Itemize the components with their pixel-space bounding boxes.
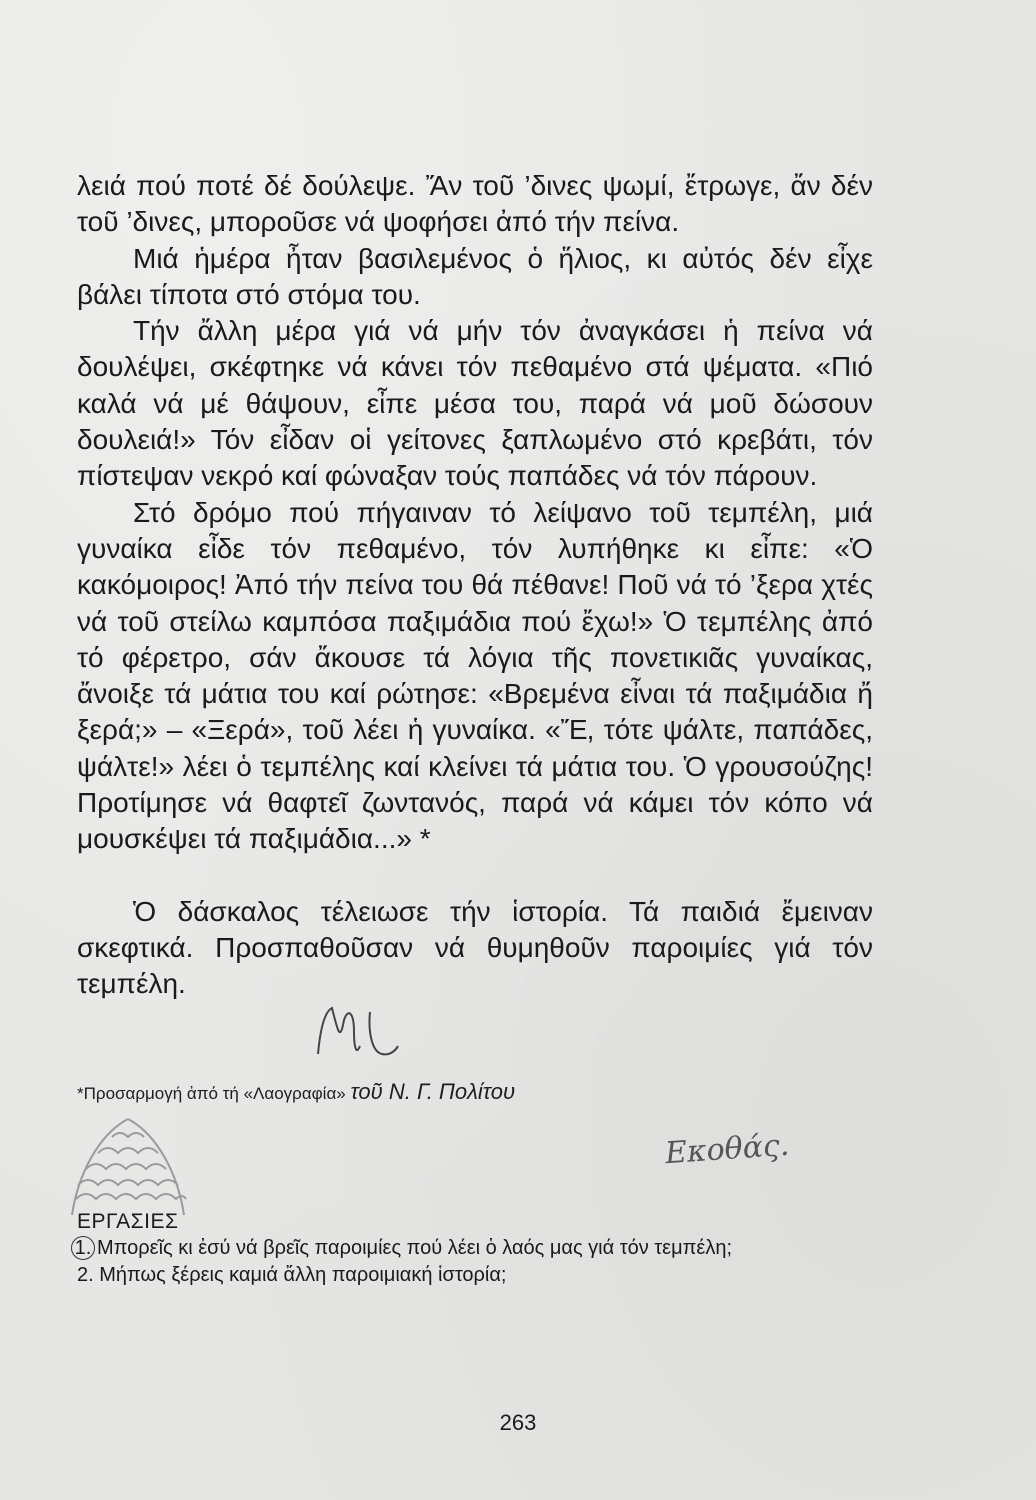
footnote-text: *Προσαρμογή ἀπό τή «Λαογραφία» — [77, 1084, 346, 1103]
exercise-1 — [74, 1235, 877, 1262]
footnote — [77, 1080, 837, 1106]
paragraph-4: Στό δρόμο πού πήγαιναν τό λείψανο τοῦ τεμπέλη, μιά γυναίκα εἶδε τόν πεθαμένο, τόν λυπήθηκε κι εἶπε: «Ὁ κακόμοιρος! Ἀπό τήν πείνα του θά πέθανε! Ποῦ νά τό ’ξερα χτές νά τοῦ στείλω καμπόσα παξιμάδια πού ἔχω!» Ὁ τεμπέλης ἀπό τό φέρετρο, σάν ἄκουσε τά λόγια τῆς πονετικιᾶς γυναίκας, ἄνοιξε τά μάτια του καί ρώτησε: «Βρεμένα εἶναι τά παξιμάδια ἤ ξερά;» – «Ξερά», τοῦ λέει ἡ γυναίκα. «Ἔ, τότε ψάλτε, παπάδες, ψάλτε!» λέει ὁ τεμπέλης καί κλείνει τά μάτια του. Ὁ γρουσούζης! Προτίμησε νά θαφτεῖ ζωντανός, παρά νά κάμει τόν κόπο νά μουσκέψει τά παξιμάδια...» * — [77, 496, 873, 855]
footnote-author: τοῦ Ν. Γ. Πολίτου — [350, 1079, 516, 1104]
exercises-title: ΕΡΓΑΣΙΕΣ — [77, 1210, 179, 1233]
paragraph-1: λειά πού ποτέ δέ δούλεψε. Ἄν τοῦ ’δινες ψωμί, ἔτρωγε, ἄν δέν τοῦ ’δινες, μποροῦσε νά ψοφήσει ἀπό τήν πείνα. — [77, 170, 873, 238]
tassel-stamp-icon — [58, 1115, 198, 1220]
story-text — [77, 168, 873, 1003]
exercises-section — [74, 1208, 877, 1289]
paragraph-gap — [77, 858, 873, 894]
page-number: 263 — [499, 1410, 537, 1435]
handwritten-scribble-icon — [310, 1002, 420, 1062]
exercise-1-text: Μπορεῖς κι ἐσύ νά βρεῖς παροιμίες πού λέει ὁ λαός μας γιά τόν τεμπέλη; — [97, 1237, 733, 1259]
paragraph-2: Μιά ἡμέρα ἦταν βασιλεμένος ὁ ἥλιος, κι αὐτός δέν εἶχε βάλει τίποτα στό στόμα του. — [77, 242, 873, 310]
exercise-2: 2. Μήπως ξέρεις καμιά ἄλλη παροιμιακή ἱστορία; — [77, 1264, 507, 1286]
paragraph-5: Ὁ δάσκαλος τέλειωσε τήν ἱστορία. Τά παιδιά ἔμειναν σκεφτικά. Προσπαθοῦσαν νά θυμηθοῦν παροιμίες γιά τόν τεμπέλη. — [77, 895, 873, 1000]
handwritten-note: Εκοθάς. — [663, 1127, 791, 1172]
exercise-1-number: 1. — [71, 1236, 95, 1260]
paragraph-3: Τήν ἄλλη μέρα γιά νά μήν τόν ἀναγκάσει ἡ πείνα νά δουλέψει, σκέφτηκε νά κάνει τόν πεθαμένο στά ψέματα. «Πιό καλά νά μέ θάψουν, εἶπε μέσα του, παρά νά μοῦ δώσουν δουλειά!» Τόν εἶδαν οἱ γείτονες ξαπλωμένο στό κρεβάτι, τόν πίστεψαν νεκρό καί φώναξαν τούς παπάδες νά τόν πάρουν. — [77, 315, 873, 492]
